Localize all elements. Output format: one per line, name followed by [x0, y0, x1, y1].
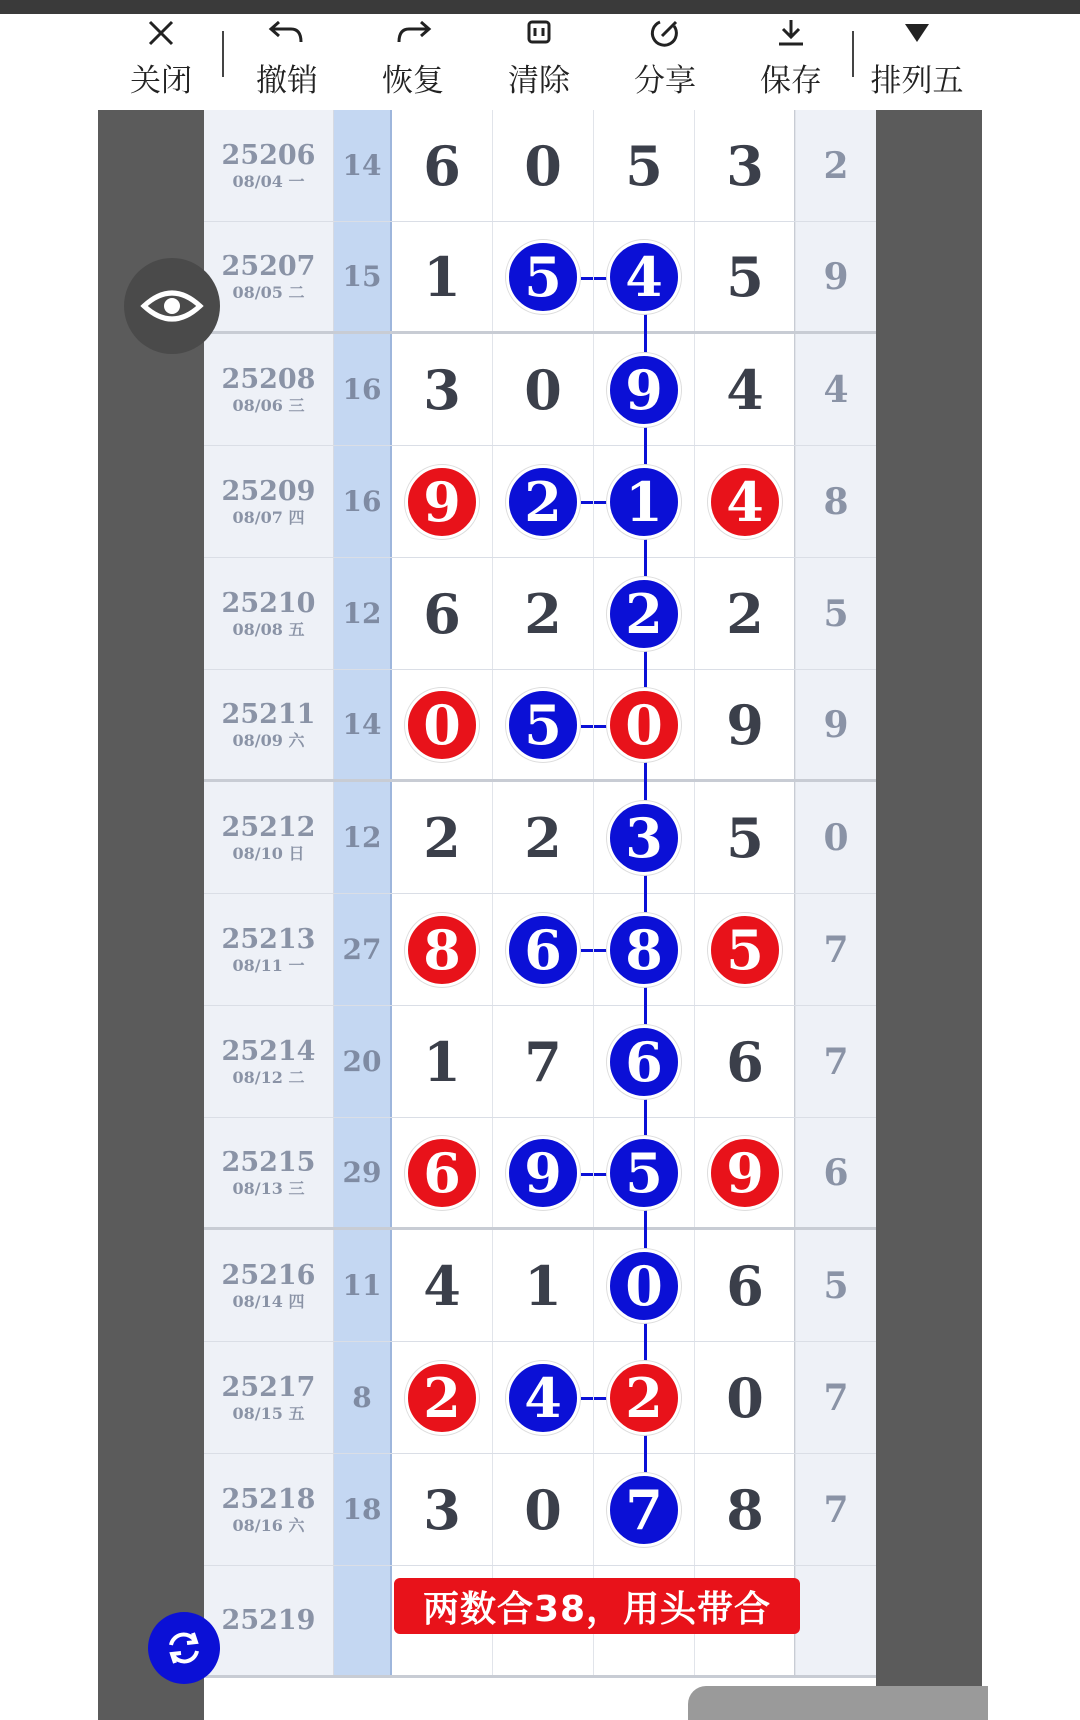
lottery-type-label: 排列五	[870, 63, 964, 99]
table-row	[204, 1006, 876, 1118]
digit-value: 2	[726, 581, 764, 646]
digit-value: 2	[524, 581, 562, 646]
digit-cell[interactable]	[392, 1006, 493, 1117]
table-row	[204, 222, 876, 334]
sum-cell: 12	[334, 558, 392, 669]
period-date: 08/08 五	[232, 619, 305, 639]
period-date: 08/15 五	[232, 1403, 305, 1423]
share-label: 分享	[634, 63, 696, 99]
digit-cell[interactable]	[493, 894, 594, 1005]
digit-cell[interactable]	[594, 110, 695, 221]
table-row	[204, 1454, 876, 1566]
digit-value: 6	[726, 1029, 764, 1094]
eye-icon	[140, 286, 204, 326]
sum-cell: 16	[334, 334, 392, 445]
period-number: 25212	[221, 811, 316, 843]
digit-cell[interactable]	[695, 1454, 796, 1565]
period-cell	[204, 1342, 334, 1453]
table-row	[204, 894, 876, 1006]
digit-value: 6	[423, 133, 461, 198]
digit-cell[interactable]	[493, 558, 594, 669]
tail-cell: 7	[794, 1342, 876, 1453]
undo-label: 撤销	[256, 63, 318, 99]
digit-value: 2	[524, 805, 562, 870]
period-number: 25219	[221, 1604, 316, 1636]
digit-cell[interactable]	[695, 110, 796, 221]
blue-ball-digit: 5	[607, 1136, 681, 1210]
refresh-icon	[163, 1627, 205, 1669]
period-date: 08/10 日	[232, 843, 305, 863]
blue-ball-digit: 9	[607, 353, 681, 427]
digit-cell[interactable]	[392, 222, 493, 331]
close-button[interactable]	[98, 13, 224, 100]
period-cell	[204, 670, 334, 779]
period-cell	[204, 222, 334, 331]
tail-cell: 5	[794, 1230, 876, 1341]
tail-cell: 0	[794, 782, 876, 893]
digit-value: 1	[524, 1253, 562, 1318]
digit-cell[interactable]	[594, 334, 695, 445]
period-number: 25207	[221, 250, 316, 282]
digit-value: 6	[423, 581, 461, 646]
undo-button[interactable]	[224, 13, 350, 100]
tail-cell: 9	[794, 222, 876, 331]
period-cell	[204, 1230, 334, 1341]
digit-cell[interactable]	[594, 558, 695, 669]
table-row	[204, 782, 876, 894]
digit-cell[interactable]	[695, 558, 796, 669]
table-row	[204, 446, 876, 558]
digit-cell[interactable]	[594, 1342, 695, 1453]
digit-value: 3	[423, 357, 461, 422]
digit-value: 1	[423, 1029, 461, 1094]
digit-cell[interactable]	[695, 670, 796, 779]
period-cell	[204, 1454, 334, 1565]
digit-value: 0	[524, 1477, 562, 1542]
period-date: 08/12 二	[232, 1067, 305, 1087]
table-row	[204, 334, 876, 446]
digit-value: 5	[625, 133, 663, 198]
digit-value: 3	[726, 133, 764, 198]
period-number: 25214	[221, 1035, 316, 1067]
lottery-type-dropdown[interactable]	[854, 13, 980, 100]
digit-cell[interactable]	[493, 1454, 594, 1565]
digit-cell[interactable]	[493, 222, 594, 331]
digit-cell[interactable]	[493, 1006, 594, 1117]
sum-cell: 27	[334, 894, 392, 1005]
period-number: 25208	[221, 363, 316, 395]
digit-cell[interactable]	[392, 1230, 493, 1341]
digit-cell[interactable]	[493, 670, 594, 779]
digit-cell[interactable]	[695, 1230, 796, 1341]
table-row	[204, 558, 876, 670]
digit-value: 4	[423, 1253, 461, 1318]
digit-cell[interactable]	[493, 446, 594, 557]
period-cell	[204, 1566, 334, 1675]
sum-cell: 11	[334, 1230, 392, 1341]
digit-cell[interactable]	[493, 1118, 594, 1227]
period-number: 25213	[221, 923, 316, 955]
table-row	[204, 1118, 876, 1230]
digit-cell[interactable]	[695, 1118, 796, 1227]
digit-cell[interactable]	[493, 110, 594, 221]
blue-ball-digit: 1	[607, 465, 681, 539]
digit-cell[interactable]	[594, 1230, 695, 1341]
save-button[interactable]	[728, 13, 854, 100]
clear-button[interactable]	[476, 13, 602, 100]
close-label: 关闭	[130, 63, 192, 99]
red-ball-digit: 8	[405, 913, 479, 987]
sum-cell: 15	[334, 222, 392, 331]
period-number: 25206	[221, 139, 316, 171]
digit-cell[interactable]	[695, 222, 796, 331]
blue-ball-digit: 7	[607, 1473, 681, 1547]
tail-cell: 8	[794, 446, 876, 557]
close-icon	[141, 13, 181, 53]
period-number: 25216	[221, 1259, 316, 1291]
red-ball-digit: 2	[607, 1361, 681, 1435]
digit-cell[interactable]	[594, 670, 695, 779]
digit-cell[interactable]	[392, 1454, 493, 1565]
period-date: 08/05 二	[232, 282, 305, 302]
tail-cell	[794, 1566, 876, 1675]
sum-cell: 18	[334, 1454, 392, 1565]
sum-cell	[334, 1566, 392, 1675]
period-number: 25210	[221, 587, 316, 619]
blue-ball-digit: 3	[607, 801, 681, 875]
redo-icon	[393, 13, 433, 53]
digit-value: 7	[524, 1029, 562, 1094]
tail-cell: 7	[794, 1006, 876, 1117]
period-number: 25215	[221, 1146, 316, 1178]
tail-cell: 4	[794, 334, 876, 445]
tail-cell: 7	[794, 1454, 876, 1565]
table-row	[204, 1230, 876, 1342]
digit-cell[interactable]	[594, 1454, 695, 1565]
period-date: 08/16 六	[232, 1515, 305, 1535]
clear-label: 清除	[508, 63, 570, 99]
period-cell	[204, 110, 334, 221]
digit-cell[interactable]	[392, 1118, 493, 1227]
period-cell	[204, 1118, 334, 1227]
period-cell	[204, 334, 334, 445]
digit-cell[interactable]	[392, 110, 493, 221]
digit-cell[interactable]	[594, 446, 695, 557]
period-date: 08/09 六	[232, 730, 305, 750]
digit-value: 6	[726, 1253, 764, 1318]
digit-cell[interactable]	[493, 1342, 594, 1453]
sum-cell: 14	[334, 110, 392, 221]
digit-cell[interactable]	[392, 670, 493, 779]
digit-cell[interactable]	[695, 782, 796, 893]
blue-ball-digit: 8	[607, 913, 681, 987]
digit-cell[interactable]	[695, 1342, 796, 1453]
period-date: 08/13 三	[232, 1178, 305, 1198]
period-number: 25217	[221, 1371, 316, 1403]
blue-ball-digit: 9	[506, 1136, 580, 1210]
digit-value: 2	[423, 805, 461, 870]
period-date: 08/11 一	[232, 955, 305, 975]
digit-value: 3	[423, 1477, 461, 1542]
period-cell	[204, 558, 334, 669]
redo-button[interactable]	[350, 13, 476, 100]
tail-cell: 5	[794, 558, 876, 669]
digit-cell[interactable]	[392, 334, 493, 445]
digit-value: 9	[726, 692, 764, 757]
period-cell	[204, 1006, 334, 1117]
digit-cell[interactable]	[594, 222, 695, 331]
digit-cell[interactable]	[594, 1118, 695, 1227]
blue-ball-digit: 4	[607, 240, 681, 314]
digit-cell[interactable]	[493, 334, 594, 445]
red-ball-digit: 0	[405, 688, 479, 762]
red-ball-digit: 9	[405, 465, 479, 539]
digit-cell[interactable]	[594, 782, 695, 893]
red-ball-digit: 5	[708, 913, 782, 987]
bottom-panel-handle[interactable]	[688, 1686, 988, 1720]
red-ball-digit: 6	[405, 1136, 479, 1210]
blue-ball-digit: 6	[607, 1025, 681, 1099]
digit-value: 0	[524, 133, 562, 198]
period-date: 08/04 一	[232, 171, 305, 191]
digit-value: 0	[524, 357, 562, 422]
blue-ball-digit: 6	[506, 913, 580, 987]
undo-icon	[267, 13, 307, 53]
period-date: 08/14 四	[232, 1291, 305, 1311]
digit-cell[interactable]	[695, 446, 796, 557]
digit-cell[interactable]	[392, 894, 493, 1005]
digit-value: 0	[726, 1365, 764, 1430]
sum-cell: 8	[334, 1342, 392, 1453]
triangle-down-icon	[897, 13, 937, 53]
digit-cell[interactable]	[695, 334, 796, 445]
digit-cell[interactable]	[594, 1006, 695, 1117]
digit-cell[interactable]	[695, 894, 796, 1005]
sum-cell: 29	[334, 1118, 392, 1227]
toolbar	[98, 14, 982, 110]
period-cell	[204, 782, 334, 893]
table-row	[204, 1342, 876, 1454]
period-date: 08/06 三	[232, 395, 305, 415]
period-number: 25209	[221, 475, 316, 507]
digit-cell[interactable]	[695, 1006, 796, 1117]
red-ball-digit: 2	[405, 1361, 479, 1435]
prediction-note: 两数合38，用头带合	[394, 1578, 800, 1634]
tail-cell: 7	[794, 894, 876, 1005]
digit-cell[interactable]	[392, 782, 493, 893]
blue-ball-digit: 4	[506, 1361, 580, 1435]
refresh-button[interactable]	[148, 1612, 220, 1684]
table-row	[204, 110, 876, 222]
status-strip	[0, 0, 1080, 14]
blue-ball-digit: 2	[607, 577, 681, 651]
digit-cell[interactable]	[493, 782, 594, 893]
download-icon	[771, 13, 811, 53]
period-number: 25218	[221, 1483, 316, 1515]
tail-cell: 6	[794, 1118, 876, 1227]
sum-cell: 14	[334, 670, 392, 779]
save-label: 保存	[760, 63, 822, 99]
draw-history-table	[204, 110, 876, 1720]
sum-cell: 12	[334, 782, 392, 893]
period-number: 25211	[221, 698, 316, 730]
red-ball-digit: 9	[708, 1136, 782, 1210]
blue-ball-digit: 2	[506, 465, 580, 539]
digit-cell[interactable]	[594, 894, 695, 1005]
digit-cell[interactable]	[392, 558, 493, 669]
digit-value: 1	[423, 244, 461, 309]
digit-cell[interactable]	[392, 446, 493, 557]
blue-ball-digit: 5	[506, 688, 580, 762]
digit-cell[interactable]	[493, 1230, 594, 1341]
period-cell	[204, 894, 334, 1005]
blue-ball-digit: 0	[607, 1249, 681, 1323]
period-cell	[204, 446, 334, 557]
digit-cell[interactable]	[392, 1342, 493, 1453]
red-ball-digit: 0	[607, 688, 681, 762]
table-row	[204, 670, 876, 782]
eye-button[interactable]	[124, 258, 220, 354]
tail-cell: 2	[794, 110, 876, 221]
digit-value: 4	[726, 357, 764, 422]
period-date: 08/07 四	[232, 507, 305, 527]
digit-value: 5	[726, 805, 764, 870]
left-margin	[0, 0, 98, 1720]
digit-value: 5	[726, 244, 764, 309]
share-icon	[645, 13, 685, 53]
tail-cell: 9	[794, 670, 876, 779]
red-ball-digit: 4	[708, 465, 782, 539]
redo-label: 恢复	[382, 63, 444, 99]
trash-icon	[519, 13, 559, 53]
share-button[interactable]	[602, 13, 728, 100]
sum-cell: 16	[334, 446, 392, 557]
right-margin	[982, 0, 1080, 1720]
blue-ball-digit: 5	[506, 240, 580, 314]
digit-value: 8	[726, 1477, 764, 1542]
sum-cell: 20	[334, 1006, 392, 1117]
